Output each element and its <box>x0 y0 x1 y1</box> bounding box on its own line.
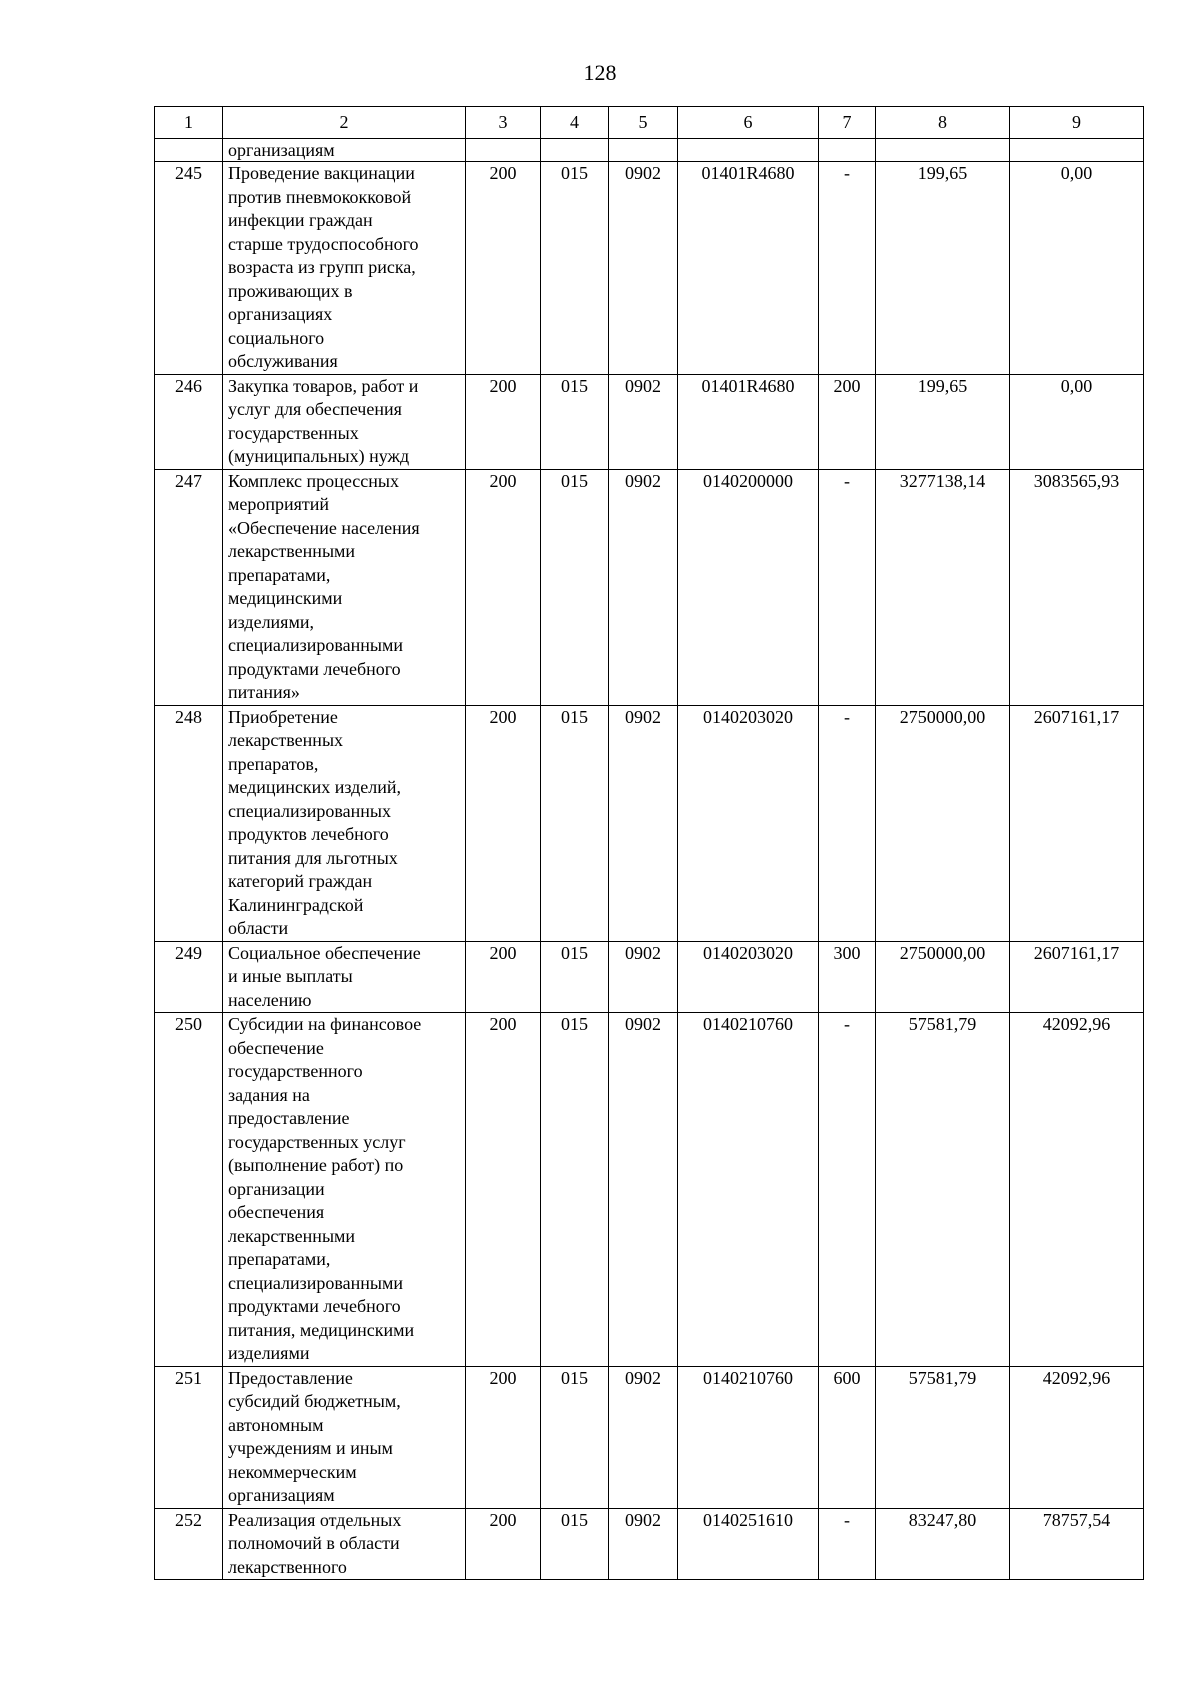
table-row <box>155 705 1144 941</box>
budget-table <box>154 106 1144 1580</box>
col8-amount: 2750000,00 <box>876 705 1010 941</box>
row-number <box>155 139 223 162</box>
col4-code <box>541 139 609 162</box>
col5-section: 0902 <box>609 162 678 375</box>
col8-amount: 3277138,14 <box>876 469 1010 705</box>
item-name-line: государственных услуг <box>228 1131 406 1152</box>
col6-target-code: 0140203020 <box>678 941 819 1013</box>
row-number: 251 <box>155 1366 223 1508</box>
item-name-line: лекарственными <box>228 1225 356 1246</box>
col7-expense-type: 600 <box>819 1366 876 1508</box>
col8-amount: 199,65 <box>876 162 1010 375</box>
item-name-line: области <box>228 918 289 938</box>
col4-code: 015 <box>541 162 609 375</box>
col4-code: 015 <box>541 1013 609 1367</box>
column-header-1: 1 <box>155 107 223 139</box>
col5-section: 0902 <box>609 469 678 705</box>
col5-section <box>609 139 678 162</box>
item-name-line: против пневмококковой <box>228 186 412 207</box>
col3-code: 200 <box>466 469 541 705</box>
item-name-line: организациях <box>228 304 333 324</box>
item-name-line: населению <box>228 989 312 1010</box>
item-name-line: продуктами лечебного <box>228 1296 401 1316</box>
item-name-line: продуктов лечебного <box>228 824 389 844</box>
item-name-line: питания для льготных <box>228 847 398 868</box>
col4-code: 015 <box>541 1366 609 1508</box>
col7-expense-type: - <box>819 1013 876 1367</box>
item-name-line: продуктами лечебного <box>228 658 401 679</box>
col6-target-code <box>678 139 819 162</box>
item-name-line: изделиями, <box>228 611 314 632</box>
table-row <box>155 162 1144 375</box>
col3-code <box>466 139 541 162</box>
item-name-line: Предоставление <box>228 1367 353 1388</box>
item-name <box>223 1508 466 1580</box>
item-name-line: Калининградской <box>228 894 364 915</box>
item-name-line: государственного <box>228 1061 363 1081</box>
item-name-line: питания» <box>228 682 300 702</box>
item-name-line: Социальное обеспечение <box>228 942 421 963</box>
col5-section: 0902 <box>609 941 678 1013</box>
item-name-line: обслуживания <box>228 351 338 371</box>
col3-code: 200 <box>466 162 541 375</box>
item-name-line: препаратами, <box>228 564 331 585</box>
col6-target-code: 01401R4680 <box>678 162 819 375</box>
item-name <box>223 1013 466 1367</box>
item-name-line: медицинскими <box>228 588 343 608</box>
column-header-8: 8 <box>876 107 1010 139</box>
item-name-line: лекарственного <box>228 1556 347 1577</box>
col6-target-code: 0140203020 <box>678 705 819 941</box>
item-name-line: организациям <box>228 1485 335 1505</box>
col8-amount: 57581,79 <box>876 1013 1010 1367</box>
item-name-line: обеспечение <box>228 1037 324 1058</box>
item-name-line: препаратов, <box>228 753 319 774</box>
col6-target-code: 01401R4680 <box>678 374 819 469</box>
col9-amount: 0,00 <box>1010 374 1144 469</box>
item-name-line: полномочий в области <box>228 1533 400 1553</box>
col7-expense-type: 300 <box>819 941 876 1013</box>
item-name-line: обеспечения <box>228 1202 325 1222</box>
col7-expense-type: - <box>819 162 876 375</box>
col9-amount <box>1010 139 1144 162</box>
col5-section: 0902 <box>609 1366 678 1508</box>
table-row <box>155 1508 1144 1580</box>
col6-target-code: 0140200000 <box>678 469 819 705</box>
col6-target-code: 0140251610 <box>678 1508 819 1580</box>
col4-code: 015 <box>541 1508 609 1580</box>
col5-section: 0902 <box>609 374 678 469</box>
item-name-line: категорий граждан <box>228 871 373 891</box>
col4-code: 015 <box>541 469 609 705</box>
col7-expense-type: 200 <box>819 374 876 469</box>
item-name-line: Реализация отдельных <box>228 1509 402 1530</box>
row-number: 246 <box>155 374 223 469</box>
item-name-line: лекарственных <box>228 730 344 750</box>
item-name-line: специализированных <box>228 800 391 821</box>
item-name-line: задания на <box>228 1084 310 1105</box>
item-name-line: проживающих в <box>228 280 353 301</box>
item-name-line: субсидий бюджетным, <box>228 1391 401 1411</box>
table-row <box>155 374 1144 469</box>
table-row <box>155 139 1144 162</box>
item-name-line: мероприятий <box>228 494 330 514</box>
item-name-line: возраста из групп риска, <box>228 257 416 277</box>
item-name-line: Комплекс процессных <box>228 470 399 491</box>
col5-section: 0902 <box>609 1508 678 1580</box>
item-name <box>223 139 466 162</box>
item-name-line: Приобретение <box>228 706 338 727</box>
item-name <box>223 469 466 705</box>
item-name-line: медицинских изделий, <box>228 777 402 797</box>
item-name <box>223 941 466 1013</box>
column-header-9: 9 <box>1010 107 1144 139</box>
col7-expense-type: - <box>819 1508 876 1580</box>
item-name-line: организациям <box>228 140 335 160</box>
col9-amount: 2607161,17 <box>1010 705 1144 941</box>
page-number: 128 <box>583 60 617 85</box>
item-name-line: учреждениям и иным <box>228 1438 393 1458</box>
column-header-5: 5 <box>609 107 678 139</box>
table-body <box>155 139 1144 1580</box>
column-header-6: 6 <box>678 107 819 139</box>
col6-target-code: 0140210760 <box>678 1013 819 1367</box>
item-name-line: социального <box>228 327 325 348</box>
col3-code: 200 <box>466 705 541 941</box>
col8-amount: 2750000,00 <box>876 941 1010 1013</box>
item-name-line: препаратами, <box>228 1249 331 1269</box>
item-name <box>223 1366 466 1508</box>
col3-code: 200 <box>466 1508 541 1580</box>
item-name-line: Проведение вакцинации <box>228 163 415 183</box>
row-number: 252 <box>155 1508 223 1580</box>
col8-amount: 199,65 <box>876 374 1010 469</box>
item-name-line: изделиями <box>228 1343 310 1363</box>
col3-code: 200 <box>466 374 541 469</box>
col8-amount <box>876 139 1010 162</box>
row-number: 249 <box>155 941 223 1013</box>
item-name-line: государственных <box>228 422 359 443</box>
col9-amount: 3083565,93 <box>1010 469 1144 705</box>
col3-code: 200 <box>466 1366 541 1508</box>
col9-amount: 0,00 <box>1010 162 1144 375</box>
item-name-line: (выполнение работ) по <box>228 1155 404 1175</box>
col4-code: 015 <box>541 941 609 1013</box>
col6-target-code: 0140210760 <box>678 1366 819 1508</box>
col4-code: 015 <box>541 374 609 469</box>
item-name-line: некоммерческим <box>228 1461 357 1482</box>
item-name-line: услуг для обеспечения <box>228 399 402 419</box>
item-name <box>223 705 466 941</box>
item-name <box>223 162 466 375</box>
table-row <box>155 1013 1144 1367</box>
header-row <box>155 107 1144 139</box>
col7-expense-type <box>819 139 876 162</box>
item-name-line: инфекции граждан <box>228 210 373 230</box>
item-name-line: лекарственными <box>228 541 356 561</box>
col9-amount: 78757,54 <box>1010 1508 1144 1580</box>
col8-amount: 57581,79 <box>876 1366 1010 1508</box>
item-name-line: организации <box>228 1178 325 1199</box>
col9-amount: 42092,96 <box>1010 1013 1144 1367</box>
row-number: 245 <box>155 162 223 375</box>
row-number: 248 <box>155 705 223 941</box>
col5-section: 0902 <box>609 705 678 941</box>
col3-code: 200 <box>466 1013 541 1367</box>
col3-code: 200 <box>466 941 541 1013</box>
table-row <box>155 469 1144 705</box>
column-header-2: 2 <box>223 107 466 139</box>
item-name <box>223 374 466 469</box>
col5-section: 0902 <box>609 1013 678 1367</box>
column-header-3: 3 <box>466 107 541 139</box>
item-name-line: (муниципальных) нужд <box>228 446 410 466</box>
item-name-line: специализированными <box>228 1272 404 1293</box>
col4-code: 015 <box>541 705 609 941</box>
row-number: 250 <box>155 1013 223 1367</box>
col7-expense-type: - <box>819 705 876 941</box>
item-name-line: специализированными <box>228 635 404 655</box>
item-name-line: Закупка товаров, работ и <box>228 375 419 396</box>
row-number: 247 <box>155 469 223 705</box>
column-header-4: 4 <box>541 107 609 139</box>
col7-expense-type: - <box>819 469 876 705</box>
col8-amount: 83247,80 <box>876 1508 1010 1580</box>
item-name-line: Субсидии на финансовое <box>228 1014 422 1034</box>
col9-amount: 42092,96 <box>1010 1366 1144 1508</box>
item-name-line: и иные выплаты <box>228 966 353 986</box>
column-header-7: 7 <box>819 107 876 139</box>
col9-amount: 2607161,17 <box>1010 941 1144 1013</box>
table-row <box>155 1366 1144 1508</box>
item-name-line: автономным <box>228 1414 324 1435</box>
table-row <box>155 941 1144 1013</box>
item-name-line: старше трудоспособного <box>228 233 419 254</box>
item-name-line: питания, медицинскими <box>228 1319 415 1340</box>
item-name-line: предоставление <box>228 1108 350 1128</box>
item-name-line: «Обеспечение населения <box>228 517 420 538</box>
